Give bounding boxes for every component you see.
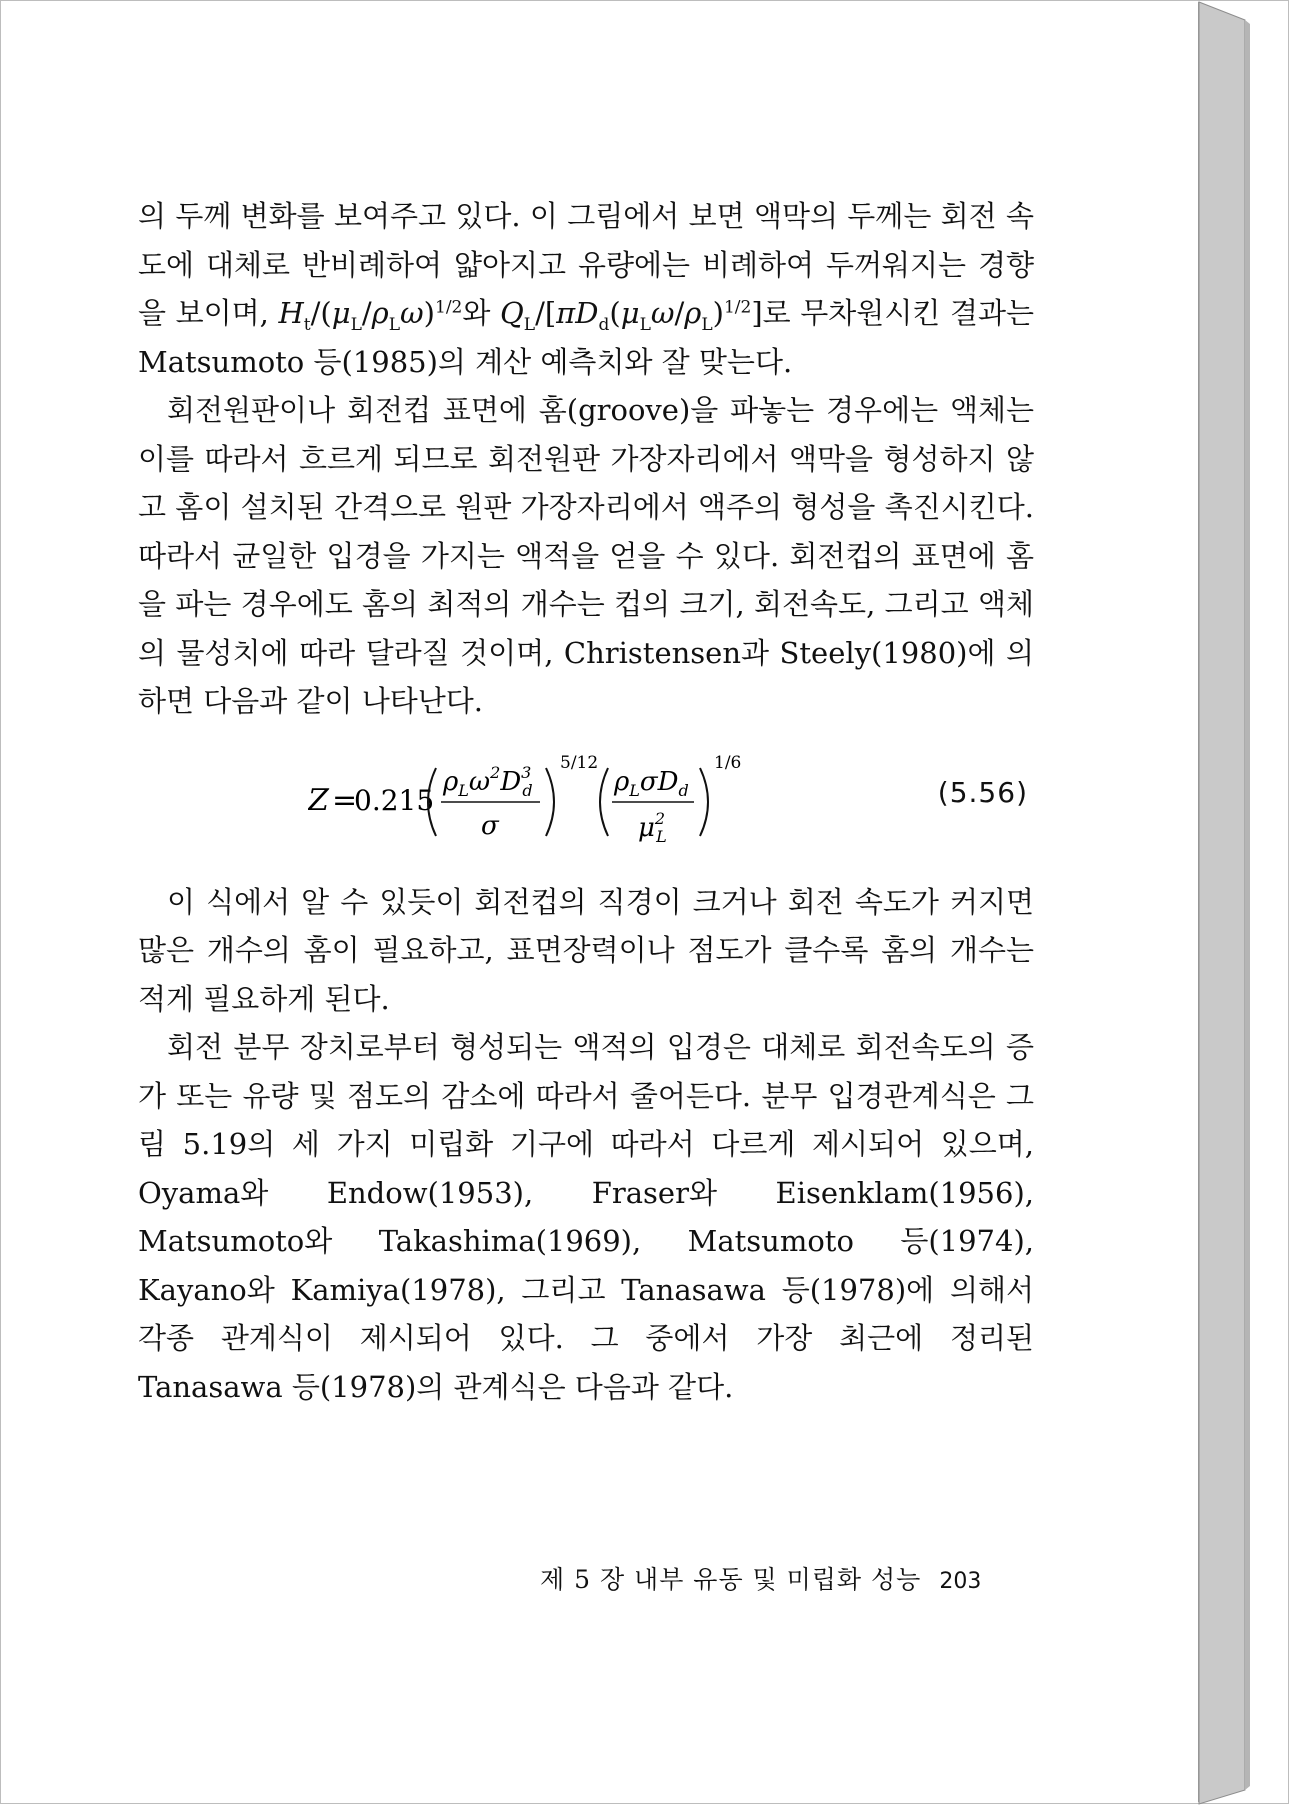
eq-exp2: 1/6 [714,752,742,773]
svg-text:ρLω2D3d: $\rho_L\omega^2D^3$ d [443,762,533,800]
chapter-title: 제 5 장 내부 유동 및 미립화 성능 [540,1565,922,1594]
eq-coef: 0.215 [354,783,435,817]
paragraph-4 [138,1023,1034,1411]
paragraph-2 [138,386,1034,726]
paragraph-1-text: 의 두께 변화를 보여주고 있다. 이 그림에서 보면 액막의 두께는 회전 속도에 대체로 반비례하여 얇아지고 유량에는 비례하여 두꺼워지는 경향을 보이며, $H_t/(\mu_L/\rho_L\omega)^{1/2}$와 $Q_L/[\pi D_d(\mu_L\omega/\rho_L)^{1/2}]$로 무차원시킨 결과는 Matsumoto 등(1985)의 계산 예측치와 잘 맞는다. [138,199,1034,379]
eq-lhs: Z [308,782,329,818]
paragraph-3 [138,878,1034,1024]
paragraph-4-text: 회전 분무 장치로부터 형성되는 액적의 입경은 대체로 회전속도의 증가 또는 유량 및 점도의 감소에 따라서 줄어든다. 분무 입경관계식은 그림 5.19의 세 가지 미립화 기구에 따라서 다르게 제시되어 있으며, Oyama와 Endow(1953), Fraser와 Eisenklam(1956), Matsumoto와 Takashima(1969), Matsumoto 등(1974), Kayano와 Kamiya(1978), 그리고 Tanasawa 등(1978)에 의해서 각종 관계식이 제시되어 있다. 그 중에서 가장 최근에 정리된 Tanasawa 등(1978)의 관계식은 다음과 같다. [138,1030,1034,1404]
equation-body [308,738,828,858]
page-footer [540,1560,1010,1596]
eq-exp1: 5/12 [560,752,599,773]
eq-equals: = [332,782,358,818]
paragraph-2-text: 회전원판이나 회전컵 표면에 홈(groove)을 파놓는 경우에는 액체는 이를 따라서 흐르게 되므로 회전원판 가장자리에서 액막을 형성하지 않고 홈이 설치된 간격으로 원판 가장자리에서 액주의 형성을 촉진시킨다. 따라서 균일한 입경을 가지는 액적을 얻을 수 있다. 회전컵의 표면에 홈을 파는 경우에도 홈의 최적의 개수는 컵의 크기, 회전속도, 그리고 액체의 물성치에 따라 달라질 것이며, Christensen과 Steely(1980)에 의하면 다음과 같이 나타난다. [138,393,1034,718]
svg-text:σ: σ [481,810,499,841]
equation-number: (5.56) [937,775,1028,809]
page-number: 203 [939,1569,982,1594]
svg-text:μ2L: $\mu^2$ L [638,808,667,846]
equation-5-56 [138,738,1034,858]
page-content [138,192,1034,1411]
paragraph-1 [138,192,1034,386]
svg-text:ρLσDd: $\rho_L\sigma D_d$ [614,766,689,800]
paragraph-3-text: 이 식에서 알 수 있듯이 회전컵의 직경이 크거나 회전 속도가 커지면 많은 개수의 홈이 필요하고, 표면장력이나 점도가 클수록 홈의 개수는 적게 필요하게 된다. [138,884,1034,1016]
